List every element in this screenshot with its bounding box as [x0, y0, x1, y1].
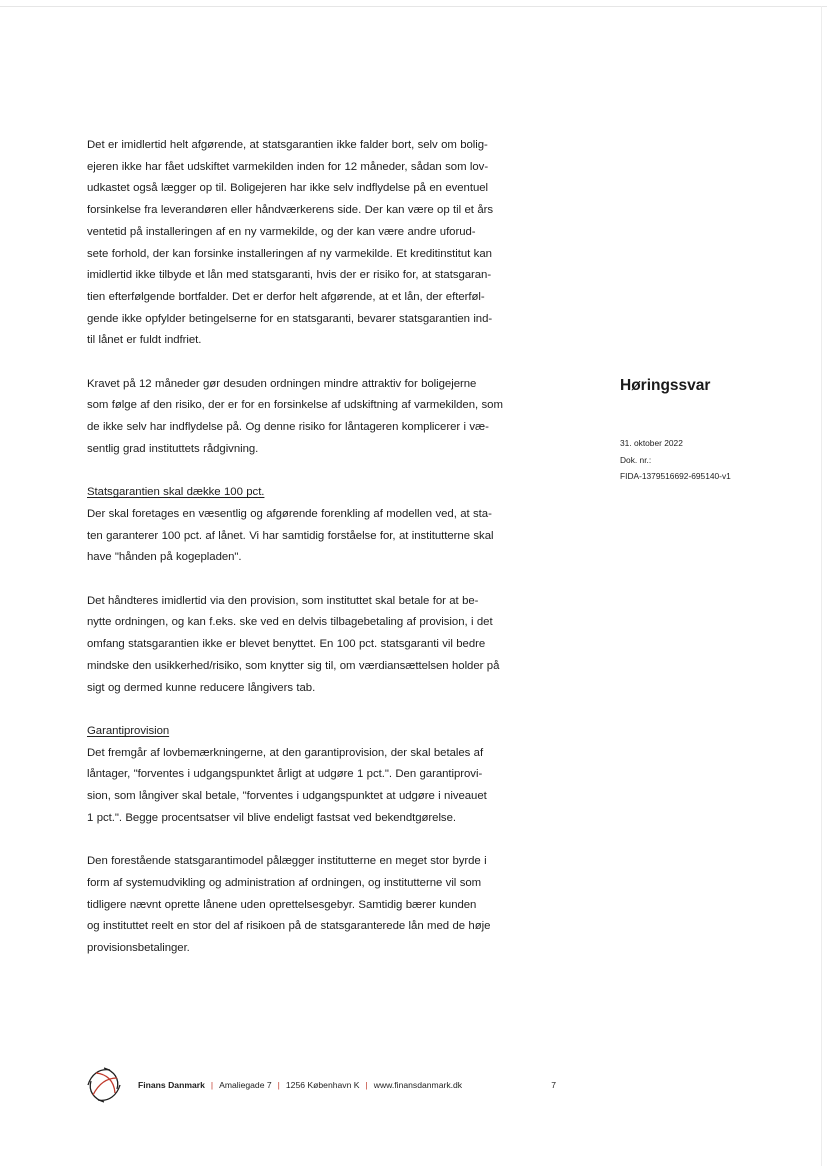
footer-separator: | [365, 1080, 368, 1090]
text-line: mindske den usikkerhed/risiko, som knytter sig til, om værdiansættelsen holder på [87, 659, 500, 672]
footer-website-link[interactable]: www.finansdanmark.dk [373, 1080, 463, 1090]
page-number: 7 [551, 1080, 556, 1090]
text-line: Den forestående statsgarantimodel pålægger institutterne en meget stor byrde i [87, 855, 487, 868]
text-line: og instituttet reelt en stor del af risikoen på de statsgaranterede lån med de høje [87, 920, 491, 933]
section-body-statsgaranti [87, 504, 559, 569]
paragraph-statsgaranti-bortfald [87, 135, 559, 352]
sidebar [620, 375, 820, 485]
finans-danmark-logo-icon [84, 1065, 124, 1105]
text-line: til lånet er fuldt indfriet. [87, 334, 202, 347]
paragraph-statsgarantimodel-byrde [87, 851, 559, 960]
document-meta [620, 435, 820, 485]
footer-address: Amaliegade 7 [219, 1080, 272, 1090]
text-line: sigt og dermed kunne reducere långivers tab. [87, 681, 316, 694]
footer-brand: Finans Danmark [138, 1080, 205, 1090]
text-line: tien efterfølgende bortfalder. Det er derfor helt afgørende, at et lån, der efterføl- [87, 290, 485, 303]
text-line: udkastet også lægger op til. Boligejeren har ikke selv indflydelse på en eventuel [87, 182, 488, 195]
text-line: ventetid på installeringen af en ny varmekilde, og der kan være andre uforud- [87, 225, 476, 238]
text-line: have "hånden på kogepladen". [87, 551, 242, 564]
paragraph-krav-12-maaneder [87, 374, 559, 461]
text-line: 1 pct.". Begge procentsatser vil blive endeligt fastsat ved bekendtgørelse. [87, 811, 456, 824]
text-line: Det er imidlertid helt afgørende, at statsgarantien ikke falder bort, selv om bolig- [87, 139, 488, 151]
text-line: forsinkelse fra leverandøren eller håndværkerens side. Der kan være op til et års [87, 204, 493, 217]
page-footer [84, 1064, 564, 1106]
section-heading-garantiprovision: Garantiprovision [87, 724, 170, 737]
footer-separator: | [277, 1080, 280, 1090]
main-text-column [87, 135, 559, 981]
text-line: de ikke selv har indflydelse på. Og denne risiko for låntageren komplicerer i væ- [87, 421, 489, 434]
text-line: imidlertid ikke tilbyde et lån med statsgaranti, hvis der er risiko for, at statsgaran- [87, 269, 492, 282]
text-line: Det håndteres imidlertid via den provision, som instituttet skal betale for at be- [87, 594, 479, 607]
text-line: nytte ordningen, og kan f.eks. ske ved en delvis tilbagebetaling af provision, i det [87, 616, 493, 629]
section-heading-statsgaranti: Statsgarantien skal dække 100 pct. [87, 486, 265, 499]
section-garantiprovision [87, 721, 559, 830]
text-line: ejeren ikke har fået udskiftet varmekilden inden for 12 måneder, sådan som lov- [87, 160, 489, 173]
text-line: provisionsbetalinger. [87, 941, 190, 954]
text-line: Det fremgår af lovbemærkningerne, at den garantiprovision, der skal betales af [87, 746, 484, 759]
document-date: 31. oktober 2022 [620, 438, 683, 448]
text-line: gende ikke opfylder betingelserne for en statsgaranti, bevarer statsgarantien ind- [87, 312, 493, 325]
text-line: ten garanterer 100 pct. af lånet. Vi har samtidig forståelse for, at institutterne skal [87, 529, 494, 542]
text-line: sete forhold, der kan forsinke installeringen af ny varmekilde. Et kreditinstitut kan [87, 247, 492, 260]
text-line: låntager, "forventes i udgangspunktet årligt at udgøre 1 pct.". Den garantiprovi- [87, 768, 483, 781]
footer-city: 1256 København K [285, 1080, 360, 1090]
text-line: omfang statsgarantien ikke er blevet benyttet. En 100 pct. statsgaranti vil bedre [87, 638, 486, 651]
page-top-border [0, 6, 827, 7]
text-line: sion, som långiver skal betale, "forventes i udgangspunktet at udgøre i niveauet [87, 790, 487, 803]
document-number-label: Dok. nr.: [620, 454, 652, 465]
text-line: Der skal foretages en væsentlig og afgørende forenkling af modellen ved, at sta- [87, 507, 492, 520]
text-line: sentlig grad instituttets rådgivning. [87, 442, 259, 455]
section-statsgaranti-100-pct [87, 482, 559, 569]
text-line: Kravet på 12 måneder gør desuden ordningen mindre attraktiv for boligejerne [87, 377, 477, 390]
paragraph-provision-haandtering [87, 591, 559, 700]
document-type-title: Høringssvar [620, 377, 711, 394]
page-right-border [821, 6, 822, 1166]
section-body-garantiprovision [87, 743, 559, 830]
footer-separator: | [210, 1080, 214, 1090]
document-number: FIDA-1379516692-695140-v1 [620, 471, 731, 482]
text-line: tidligere nævnt oprette lånene uden oprettelsesgebyr. Samtidig bærer kunden [87, 898, 477, 911]
text-line: som følge af den risiko, der er for en forsinkelse af udskiftning af varmekilden, som [87, 399, 503, 412]
text-line: form af systemudvikling og administration af ordningen, og institutterne vil som [87, 876, 482, 889]
